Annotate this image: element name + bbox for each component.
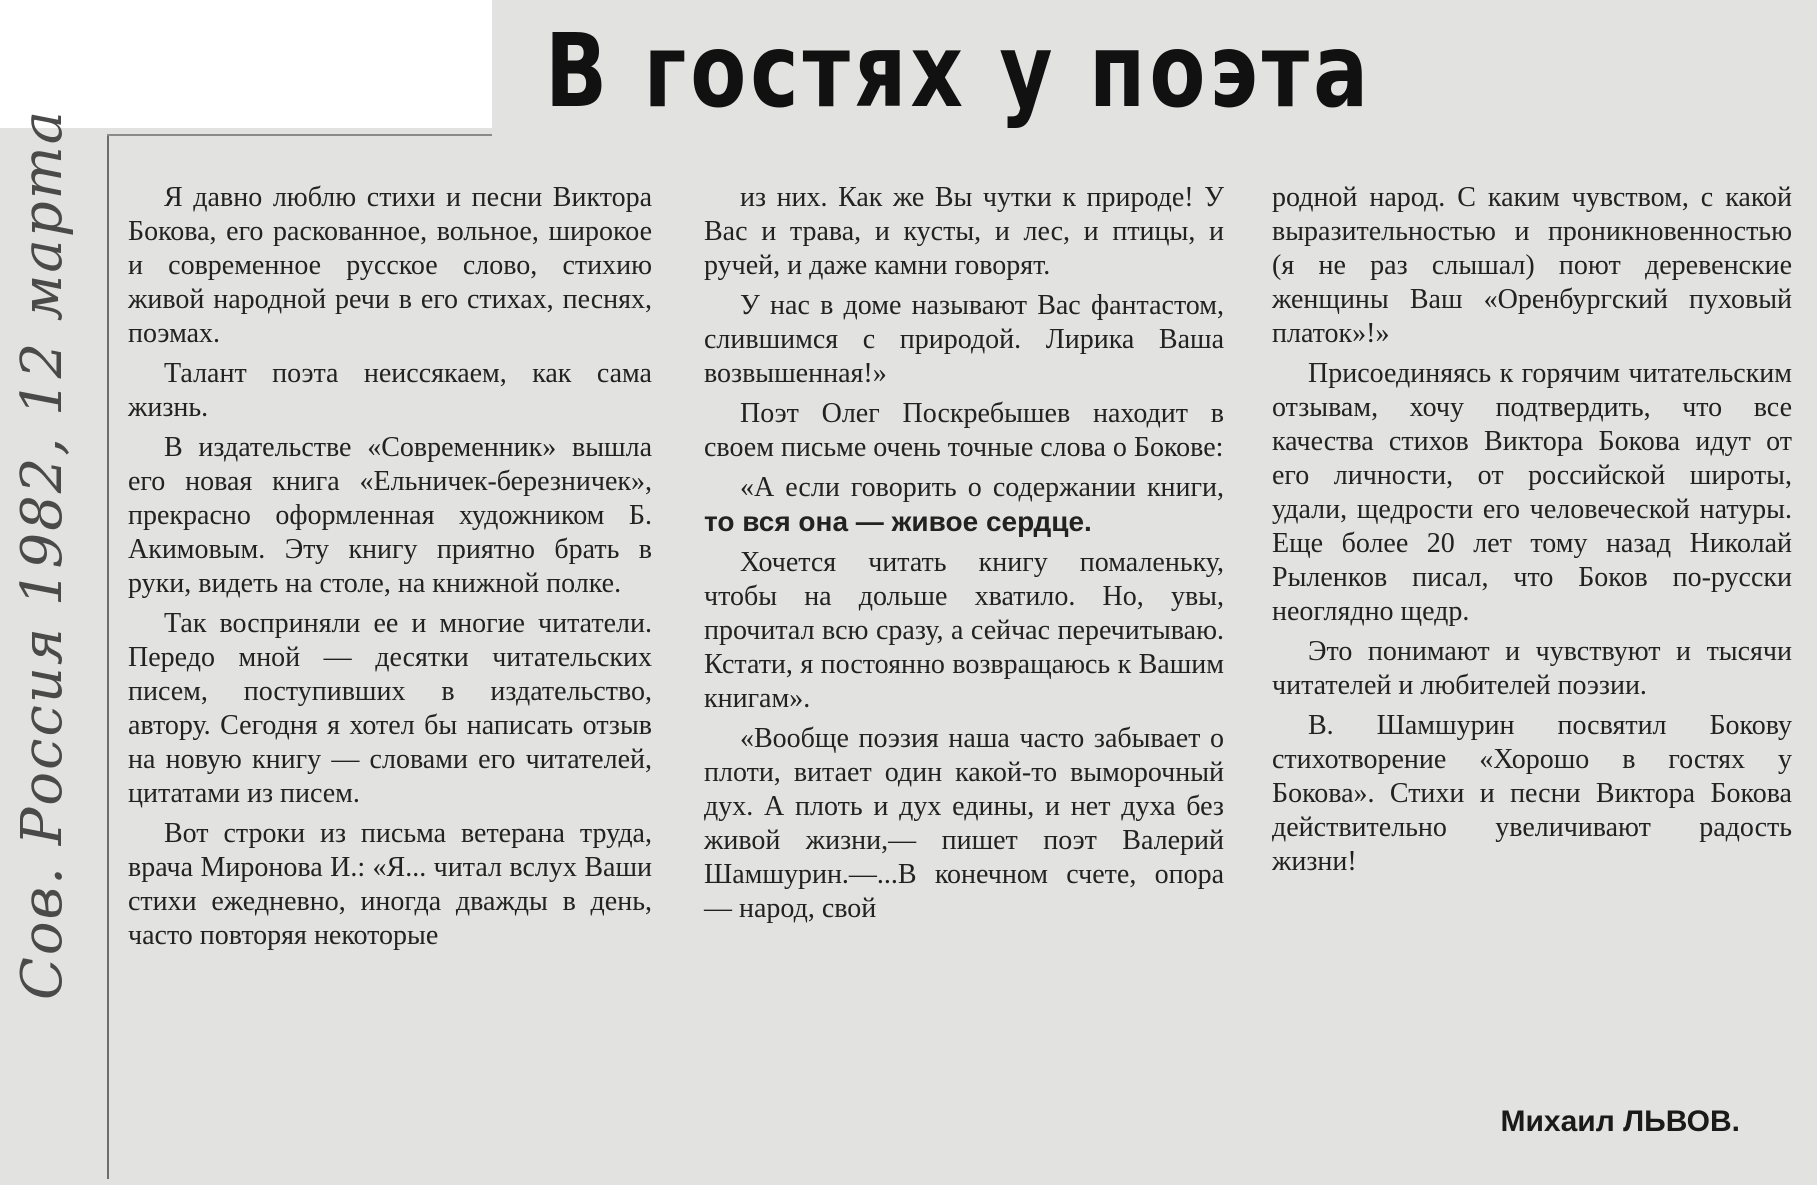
paragraph: В. Шамшурин посвятил Бокову стихотворение «Хорошо в гостях у Бокова». Стихи и песни Виктора Бокова действительно увеличивают радость жизни! <box>1272 710 1792 877</box>
paragraph: У нас в доме называют Вас фантастом, слившимся с природой. Лирика Ваша возвышенная!» <box>704 290 1224 389</box>
article-column-1 <box>128 181 652 959</box>
paragraph: В издательстве «Современник» вышла его новая книга «Ельничек-березничек», прекрасно оформленная художником Б. Акимовым. Эту книгу приятно брать в руки, видеть на столе, на книжной полке. <box>128 432 652 599</box>
paragraph: Поэт Олег Поскребышев находит в своем письме очень точные слова о Бокове: <box>704 398 1224 463</box>
paragraph: Вот строки из письма ветерана труда, врача Миронова И.: «Я... читал вслух Ваши стихи ежедневно, иногда дважды в день, часто повторяя некоторые <box>128 818 652 951</box>
top-rule <box>107 134 492 136</box>
handwritten-note: Сов. Россия 1982, 12 марта <box>10 108 75 1000</box>
quote-text: «А если говорить о содержании книги, <box>740 472 1224 503</box>
author-signature: Михаил ЛЬВОВ. <box>1500 1105 1740 1138</box>
paragraph: Я давно люблю стихи и песни Виктора Бокова, его раскованное, вольное, широкое и современное русское слово, стихию живой народной речи в его стихах, песнях, поэмах. <box>128 182 652 349</box>
paragraph: Присоединяясь к горячим читательским отзывам, хочу подтвердить, что все качества стихов Виктора Бокова идут от его личности, от российской широты, удали, щедрости его человеческой натуры. Еще более 20 лет тому назад Николай Рыленков писал, что Боков по-русски неоглядно щедр. <box>1272 358 1792 627</box>
paragraph: Хочется читать книгу помаленьку, чтобы на дольше хватило. Но, увы, прочитал всю сразу, а сейчас перечитываю. Кстати, я постоянно возвращаюсь к Вашим книгам». <box>704 547 1224 714</box>
paragraph: «Вообще поэзия наша часто забывает о плоти, витает один какой-то выморочный дух. А плоть и дух едины, и нет духа без живой жизни,— пишет поэт Валерий Шамшурин.—...В конечном счете, опора — народ, свой <box>704 723 1224 924</box>
quote-paragraph <box>704 471 1224 540</box>
paragraph: Это понимают и чувствуют и тысячи читателей и любителей поэзии. <box>1272 636 1792 701</box>
article-column-2 <box>704 181 1224 932</box>
paragraph: родной народ. С каким чувством, с какой выразительностью и проникновенностью (я не раз слышал) поют деревенские женщины Ваш «Оренбургский пуховый платок»!» <box>1272 182 1792 349</box>
article-column-3 <box>1272 181 1792 885</box>
paragraph: из них. Как же Вы чутки к природе! У Вас и трава, и кусты, и лес, и птицы, и ручей, и даже камни говорят. <box>704 182 1224 281</box>
headline: В гостях у поэта <box>545 12 1373 131</box>
column-rule <box>107 134 109 1179</box>
paragraph: Так восприняли ее и многие читатели. Передо мной — десятки читательских писем, поступивших в издательство, автору. Сегодня я хотел бы написать отзыв на новую книгу — словами его читателей, цитатами из писем. <box>128 608 652 809</box>
paragraph: Талант поэта неиссякаем, как сама жизнь. <box>128 358 652 423</box>
bold-quote: то вся она — живое сердце. <box>704 506 1092 537</box>
